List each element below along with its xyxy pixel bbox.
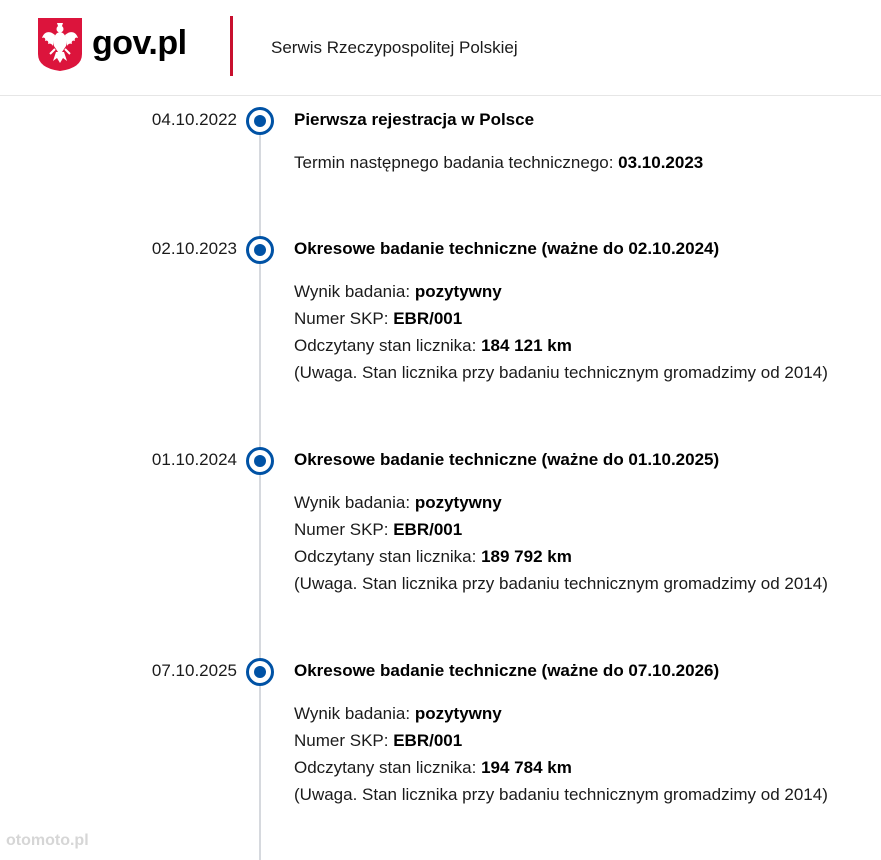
result-value: pozytywny <box>414 493 502 512</box>
skp-value: EBR/001 <box>393 309 463 328</box>
entry-title: Okresowe badanie techniczne (ważne do 01.10.2025) <box>294 450 720 469</box>
skp-label: Numer SKP: <box>294 309 394 328</box>
odometer-note: (Uwaga. Stan licznika przy badaniu technicznym gromadzimy od 2014) <box>294 785 828 804</box>
timeline-dot-icon <box>246 447 274 475</box>
service-name: Serwis Rzeczypospolitej Polskiej <box>271 38 518 57</box>
result-value: pozytywny <box>414 704 502 723</box>
odometer-label: Odczytany stan licznika: <box>294 547 482 566</box>
odometer-value: 189 792 km <box>481 547 572 566</box>
entry-details <box>294 700 828 808</box>
odometer-note: (Uwaga. Stan licznika przy badaniu technicznym gromadzimy od 2014) <box>294 574 828 593</box>
result-label: Wynik badania: <box>294 493 415 512</box>
result-value: pozytywny <box>414 282 502 301</box>
next-inspection-line <box>294 149 703 176</box>
timeline-line <box>259 118 261 860</box>
entry-details <box>294 489 828 597</box>
result-label: Wynik badania: <box>294 282 415 301</box>
skp-label: Numer SKP: <box>294 520 394 539</box>
odometer-label: Odczytany stan licznika: <box>294 758 482 777</box>
skp-value: EBR/001 <box>393 731 463 750</box>
result-line <box>294 278 828 305</box>
odometer-line <box>294 543 828 570</box>
gov-pl-logo-text[interactable]: gov.pl <box>92 24 187 62</box>
timeline-dot-icon <box>246 658 274 686</box>
entry-date: 02.10.2023 <box>151 239 237 258</box>
timeline-dot-icon <box>246 107 274 135</box>
odometer-value: 184 121 km <box>481 336 572 355</box>
next-inspection-value: 03.10.2023 <box>618 153 704 172</box>
next-inspection-label: Termin następnego badania technicznego: <box>294 153 619 172</box>
skp-line <box>294 727 828 754</box>
skp-value: EBR/001 <box>393 520 463 539</box>
entry-date: 04.10.2022 <box>151 110 237 129</box>
result-line <box>294 700 828 727</box>
header-divider <box>230 16 233 76</box>
entry-title: Pierwsza rejestracja w Polsce <box>294 110 535 129</box>
timeline-dot-icon <box>246 236 274 264</box>
polish-eagle-emblem-icon[interactable] <box>36 16 84 72</box>
odometer-line <box>294 754 828 781</box>
odometer-value: 194 784 km <box>481 758 572 777</box>
skp-line <box>294 516 828 543</box>
entry-date: 01.10.2024 <box>151 450 237 469</box>
entry-date: 07.10.2025 <box>151 661 237 680</box>
skp-label: Numer SKP: <box>294 731 394 750</box>
result-line <box>294 489 828 516</box>
skp-line <box>294 305 828 332</box>
odometer-line <box>294 332 828 359</box>
entry-title: Okresowe badanie techniczne (ważne do 02.10.2024) <box>294 239 720 258</box>
watermark: otomoto.pl <box>6 832 89 849</box>
entry-details <box>294 149 703 176</box>
result-label: Wynik badania: <box>294 704 415 723</box>
entry-title: Okresowe badanie techniczne (ważne do 07.10.2026) <box>294 661 720 680</box>
entry-details <box>294 278 828 386</box>
odometer-note: (Uwaga. Stan licznika przy badaniu technicznym gromadzimy od 2014) <box>294 363 828 382</box>
site-header <box>0 0 881 96</box>
odometer-label: Odczytany stan licznika: <box>294 336 482 355</box>
